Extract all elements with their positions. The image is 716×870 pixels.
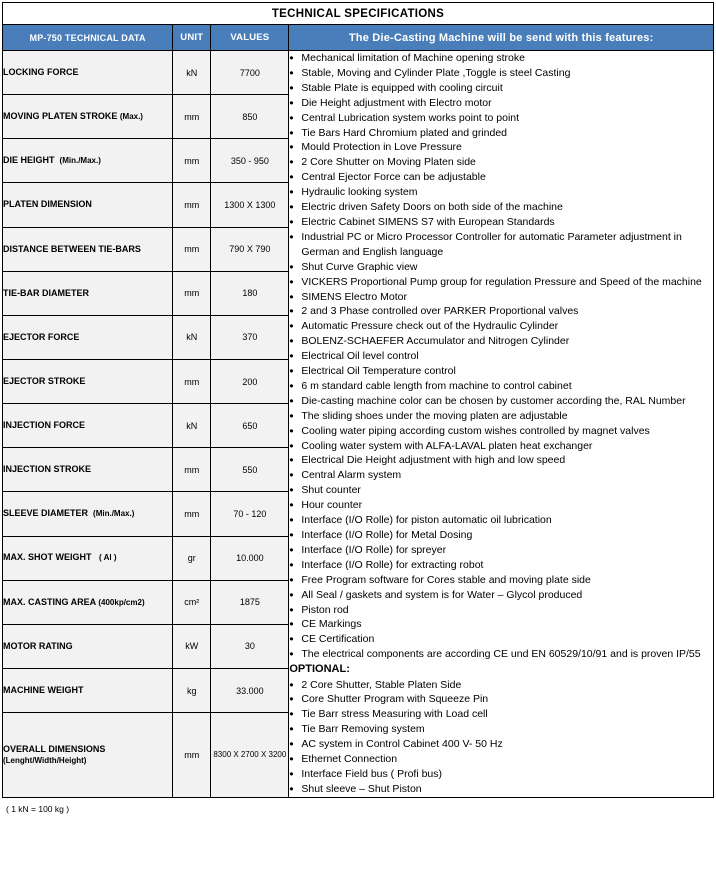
footnote: ( 1 kN = 100 kg ) xyxy=(6,803,70,814)
title-row xyxy=(3,3,714,25)
row-label-text: DISTANCE BETWEEN TIE-BARS xyxy=(3,243,141,254)
row-label xyxy=(3,271,173,315)
row-value: 180 xyxy=(211,271,289,315)
feature-item: • Electric Cabinet SIMENS S7 with European Standards xyxy=(289,215,713,230)
optional-heading: OPTIONAL: xyxy=(289,663,350,676)
column-header-unit: UNIT xyxy=(173,25,211,51)
feature-item: • Mechanical limitation of Machine opening stroke xyxy=(289,51,713,66)
row-label-text: DIE HEIGHT xyxy=(3,155,55,166)
feature-item: • Die-casting machine color can be chosen by customer according the, RAL Number xyxy=(289,394,713,409)
row-unit: mm xyxy=(173,492,211,536)
row-label-text: TIE-BAR DIAMETER xyxy=(3,287,89,298)
feature-item: • Die Height adjustment with Electro motor xyxy=(289,96,713,111)
feature-item: • 2 and 3 Phase controlled over PARKER Proportional valves xyxy=(289,304,713,319)
row-unit: mm xyxy=(173,713,211,798)
feature-item: • Free Program software for Cores stable and moving plate side xyxy=(289,573,713,588)
feature-item: • BOLENZ-SCHAEFER Accumulator and Nitrogen Cylinder xyxy=(289,334,713,349)
feature-item: • Electrical Oil Temperature control xyxy=(289,364,713,379)
feature-item: • Central Ejector Force can be adjustable xyxy=(289,170,713,185)
row-unit: kN xyxy=(173,315,211,359)
row-label xyxy=(3,580,173,624)
feature-item: • Cooling water system with ALFA-LAVAL platen heat exchanger xyxy=(289,439,713,454)
row-label-text: PLATEN DIMENSION xyxy=(3,199,92,210)
feature-item: • CE Certification xyxy=(289,632,713,647)
row-label-text: EJECTOR FORCE xyxy=(3,331,80,342)
row-label-text: SLEEVE DIAMETER xyxy=(3,508,89,519)
header-row xyxy=(3,25,714,51)
row-label xyxy=(3,95,173,139)
row-unit: cm² xyxy=(173,580,211,624)
optional-item: • Ethernet Connection xyxy=(289,752,713,767)
feature-item: • 6 m standard cable length from machine to control cabinet xyxy=(289,379,713,394)
feature-item: • Mould Protection in Love Pressure xyxy=(289,140,713,155)
feature-item: • SIMENS Electro Motor xyxy=(289,290,713,305)
row-label xyxy=(3,315,173,359)
row-label-text: MOTOR RATING xyxy=(3,640,73,651)
row-unit: kg xyxy=(173,668,211,712)
feature-item: • All Seal / gaskets and system is for Water – Glycol produced xyxy=(289,588,713,603)
feature-item: • Hour counter xyxy=(289,498,713,513)
row-unit: kW xyxy=(173,624,211,668)
optional-item: • 2 Core Shutter, Stable Platen Side xyxy=(289,678,713,693)
row-unit: mm xyxy=(173,359,211,403)
row-label xyxy=(3,359,173,403)
optional-item: • Core Shutter Program with Squeeze Pin xyxy=(289,692,713,707)
optional-item: • Tie Barr stress Measuring with Load cell xyxy=(289,707,713,722)
row-label xyxy=(3,404,173,448)
feature-item: • Shut counter xyxy=(289,483,713,498)
row-unit: kN xyxy=(173,51,211,95)
row-value: 33.000 xyxy=(211,668,289,712)
row-label-sub: (Min./Max.) xyxy=(93,509,135,519)
row-unit: gr xyxy=(173,536,211,580)
feature-item: • Interface (I/O Rolle) for piston automatic oil lubrication xyxy=(289,513,713,528)
optional-item: • AC system in Control Cabinet 400 V- 50 Hz xyxy=(289,737,713,752)
row-unit: mm xyxy=(173,139,211,183)
row-label xyxy=(3,227,173,271)
document-title: TECHNICAL SPECIFICATIONS xyxy=(3,3,714,25)
row-label-text: EJECTOR STROKE xyxy=(3,375,86,386)
row-value: 550 xyxy=(211,448,289,492)
feature-item: • Automatic Pressure check out of the Hydraulic Cylinder xyxy=(289,319,713,334)
column-header-features: The Die-Casting Machine will be send with this features: xyxy=(289,25,714,51)
row-unit: mm xyxy=(173,95,211,139)
optional-item: • Interface Field bus ( Profi bus) xyxy=(289,767,713,782)
feature-item: • Electrical Die Height adjustment with high and low speed xyxy=(289,453,713,468)
row-label xyxy=(3,536,173,580)
optional-item: • Shut sleeve – Shut Piston xyxy=(289,782,713,797)
row-value: 790 X 790 xyxy=(211,227,289,271)
row-value: 850 xyxy=(211,95,289,139)
row-value: 8300 X 2700 X 3200 xyxy=(211,713,289,798)
feature-item: • Central Alarm system xyxy=(289,468,713,483)
feature-item: • Cooling water piping according custom wishes controlled by magnet valves xyxy=(289,424,713,439)
feature-item: • The sliding shoes under the moving platen are adjustable xyxy=(289,409,713,424)
row-label-text: MAX. SHOT WEIGHT xyxy=(3,552,92,563)
row-value: 1300 X 1300 xyxy=(211,183,289,227)
features-cell xyxy=(289,51,714,798)
row-label-text: INJECTION FORCE xyxy=(3,420,86,431)
row-label-sub: (400kp/cm2) xyxy=(98,597,145,607)
row-unit: mm xyxy=(173,271,211,315)
feature-item: • 2 Core Shutter on Moving Platen side xyxy=(289,155,713,170)
row-value: 70 - 120 xyxy=(211,492,289,536)
feature-item: • Shut Curve Graphic view xyxy=(289,260,713,275)
row-label-text: MAX. CASTING AREA xyxy=(3,596,96,607)
row-label-text: MACHINE WEIGHT xyxy=(3,684,84,695)
row-label xyxy=(3,668,173,712)
feature-item: • Central Lubrication system works point to point xyxy=(289,111,713,126)
feature-item: • Hydraulic looking system xyxy=(289,185,713,200)
column-header-values: VALUES xyxy=(211,25,289,51)
feature-item: • CE Markings xyxy=(289,617,713,632)
optional-item: • Tie Barr Removing system xyxy=(289,722,713,737)
row-label-text: MOVING PLATEN STROKE xyxy=(3,111,118,122)
row-unit: mm xyxy=(173,448,211,492)
feature-item: • Piston rod xyxy=(289,603,713,618)
row-label-text: OVERALL DIMENSIONS xyxy=(3,743,106,754)
row-label xyxy=(3,492,173,536)
row-value: 650 xyxy=(211,404,289,448)
row-label xyxy=(3,448,173,492)
technical-specifications-table xyxy=(2,2,714,798)
row-unit: kN xyxy=(173,404,211,448)
row-label-sub: (Min./Max.) xyxy=(59,156,101,166)
row-value: 30 xyxy=(211,624,289,668)
row-label-sub: (Lenght/Width/Height) xyxy=(3,755,87,765)
feature-item: • Electric driven Safety Doors on both side of the machine xyxy=(289,200,713,215)
row-label-sub: ( Al ) xyxy=(99,553,117,563)
row-label xyxy=(3,51,173,95)
feature-item: • Interface (I/O Rolle) for spreyer xyxy=(289,543,713,558)
row-label xyxy=(3,183,173,227)
row-value: 370 xyxy=(211,315,289,359)
row-label xyxy=(3,713,173,798)
features-list xyxy=(289,51,713,797)
column-header-technical-data: MP-750 TECHNICAL DATA xyxy=(3,25,173,51)
row-value: 7700 xyxy=(211,51,289,95)
row-label-sub: (Max.) xyxy=(119,112,143,122)
feature-item: • Tie Bars Hard Chromium plated and grinded xyxy=(289,126,713,141)
feature-item: • Stable Plate is equipped with cooling circuit xyxy=(289,81,713,96)
feature-item: • Interface (I/O Rolle) for Metal Dosing xyxy=(289,528,713,543)
table-row xyxy=(3,51,714,95)
row-value: 200 xyxy=(211,359,289,403)
feature-item: • Industrial PC or Micro Processor Controller for automatic Parameter adjustment in German and English language xyxy=(289,230,713,260)
row-value: 350 - 950 xyxy=(211,139,289,183)
row-label xyxy=(3,624,173,668)
feature-item: • Stable, Moving and Cylinder Plate ,Toggle is steel Casting xyxy=(289,66,713,81)
feature-item: • Interface (I/O Rolle) for extracting robot xyxy=(289,558,713,573)
row-unit: mm xyxy=(173,183,211,227)
row-label-text: LOCKING FORCE xyxy=(3,66,79,77)
row-value: 1875 xyxy=(211,580,289,624)
row-label-text: INJECTION STROKE xyxy=(3,464,92,475)
row-value: 10.000 xyxy=(211,536,289,580)
feature-item: • Electrical Oil level control xyxy=(289,349,713,364)
row-unit: mm xyxy=(173,227,211,271)
feature-item: • VICKERS Proportional Pump group for regulation Pressure and Speed of the machine xyxy=(289,275,713,290)
feature-item: • The electrical components are according CE und EN 60529/10/91 and is proven IP/55 xyxy=(289,647,713,662)
row-label xyxy=(3,139,173,183)
